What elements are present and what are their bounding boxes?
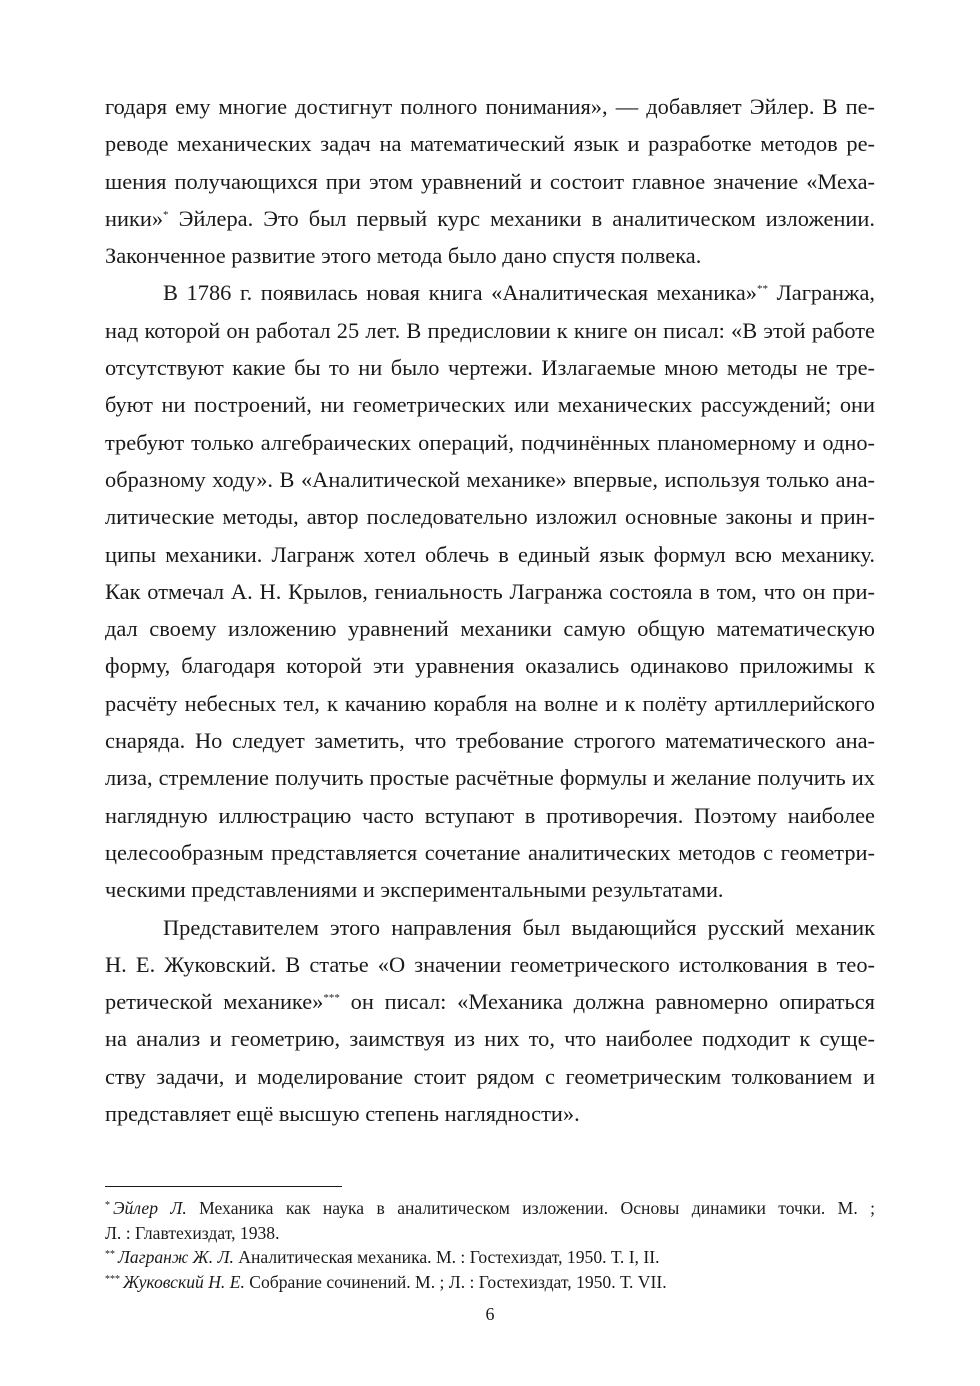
- footnote-author: Эйлер Л.: [113, 1198, 187, 1218]
- text-line: годаря ему многие достигнут полного понимания», — добавляет Эйлер. В пе-: [105, 94, 875, 119]
- text-line: требуют только алгебраических операций, подчинённых планомерному и одно-: [105, 429, 875, 455]
- footnote-mark: *: [105, 1200, 110, 1211]
- text-line: снаряда. Но следует заметить, что требование строгого математического ана-: [105, 728, 875, 754]
- footnote-ref-2[interactable]: **: [756, 283, 768, 296]
- text-line: буют ни построений, ни геометрических или механических рассуждений; они: [105, 392, 875, 418]
- text-line: литические методы, автор последовательно изложил основные законы и прин-: [105, 504, 875, 530]
- text-line: наглядную иллюстрацию часто вступают в противоречия. Поэтому наиболее: [105, 802, 875, 828]
- body-text: [105, 88, 875, 1132]
- text-segment: Лагранжа,: [767, 280, 875, 306]
- text-line: Н. Е. Жуковский. В статье «О значении геометрического истолкования в тео-: [105, 951, 875, 977]
- footnote-mark: **: [105, 1249, 115, 1260]
- text-segment: В 1786 г. появилась новая книга «Аналитическая механика»: [163, 280, 757, 306]
- text-line: шения получающихся при этом уравнений и состоит главное значение «Меха-: [105, 168, 875, 194]
- text-segment: ники»: [105, 205, 164, 231]
- text-line: лиза, стремление получить простые расчётные формулы и желание получить их: [105, 765, 875, 791]
- text-line: Представителем этого направления был выдающийся русский механик: [163, 914, 875, 940]
- footnote-text: Аналитическая механика. М. : Гостехиздат, 1950. Т. I, II.: [233, 1247, 660, 1267]
- footnote-2: [105, 1245, 875, 1270]
- text-line: Законченное развитие этого метода было дано спустя полвека.: [105, 243, 702, 269]
- text-line: образному ходу». В «Аналитической механике» впервые, используя только ана-: [105, 466, 875, 492]
- text-line: представляет ещё высшую степень наглядности».: [105, 1101, 580, 1127]
- text-segment: Эйлера. Это был первый курс механики в аналитическом изложении.: [168, 205, 875, 231]
- text-line: [105, 983, 875, 1020]
- text-line: ческими представлениями и экспериментальными результатами.: [105, 877, 724, 903]
- text-line: отсутствуют какие бы то ни было чертежи. Излагаемые мною методы не тре-: [105, 355, 875, 381]
- footnote-3: [105, 1270, 875, 1295]
- text-line: [105, 200, 875, 237]
- footnote-author: Жуковский Н. Е.: [123, 1271, 245, 1292]
- footnote-1-continuation: Л. : Главтехиздат, 1938.: [105, 1222, 280, 1243]
- text-line: [105, 274, 875, 311]
- text-line: на анализ и геометрию, заимствуя из них то, что наиболее подходит к суще-: [105, 1026, 875, 1052]
- footnote-ref-1[interactable]: *: [163, 208, 169, 221]
- footnote-author: Лагранж Ж. Л.: [118, 1247, 234, 1267]
- text-line: расчёту небесных тел, к качанию корабля на волне и к полёту артиллерийского: [105, 690, 875, 716]
- footnote-divider: [105, 1186, 342, 1187]
- text-line: реводе механических задач на математический язык и разработке методов ре-: [105, 131, 875, 157]
- page-number: 6: [485, 1304, 495, 1324]
- footnote-text: Механика как наука в аналитическом изложении. Основы динамики точки. М. ;: [186, 1198, 875, 1218]
- text-line: над которой он работал 25 лет. В предисловии к книге он писал: «В этой работе: [105, 317, 875, 343]
- text-line: ству задачи, и моделирование стоит рядом с геометрическим толкованием и: [105, 1063, 875, 1089]
- footnotes: [105, 1196, 875, 1294]
- footnote-mark: ***: [105, 1273, 120, 1285]
- footnote-ref-3[interactable]: ***: [323, 992, 340, 1005]
- text-line: форму, благодаря которой эти уравнения оказались одинаково приложимы к: [105, 653, 875, 679]
- footnote-1: [105, 1196, 875, 1221]
- footnote-text: Собрание сочинений. М. ; Л. : Гостехиздат, 1950. Т. VII.: [244, 1271, 667, 1292]
- text-line: Как отмечал А. Н. Крылов, гениальность Лагранжа состояла в том, что он при-: [105, 578, 875, 604]
- text-segment: ретической механике»: [105, 989, 324, 1015]
- text-segment: он писал: «Механика должна равномерно опираться: [339, 989, 875, 1015]
- text-line: ципы механики. Лагранж хотел облечь в единый язык формул всю механику.: [105, 541, 875, 567]
- text-line: дал своему изложению уравнений механики самую общую математическую: [105, 616, 875, 642]
- text-line: целесообразным представляется сочетание аналитических методов с геометри-: [105, 839, 875, 865]
